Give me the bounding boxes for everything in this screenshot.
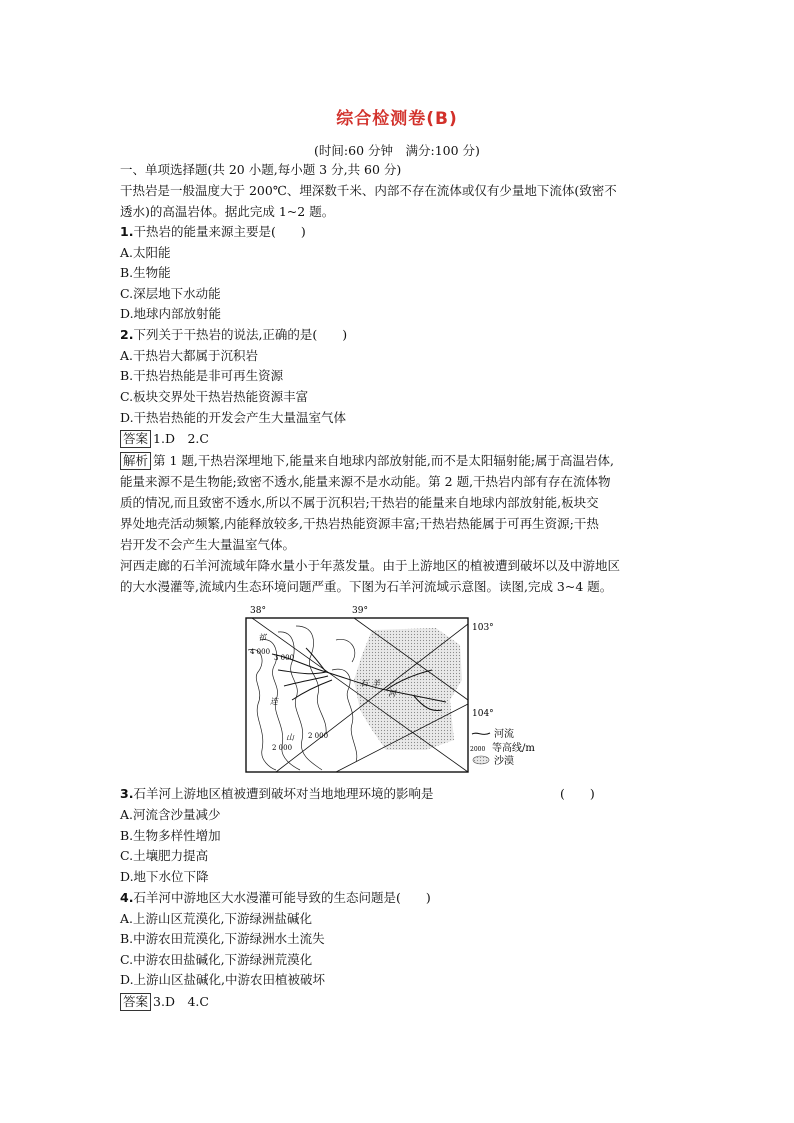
river-legend-icon (472, 733, 490, 734)
question-stem: 石羊河中游地区大水漫灌可能导致的生态问题是( ) (133, 890, 431, 905)
lon-label-38: 38° (250, 606, 266, 616)
place-char-shi: 石 (360, 679, 368, 688)
question-number: 4. (120, 890, 134, 905)
question-2 (120, 325, 347, 345)
contour-label: 2 000 (308, 732, 329, 740)
question-3 (120, 784, 610, 804)
place-char-he: 河 (388, 689, 396, 698)
q3-option-d: D.地下水位下降 (120, 869, 209, 884)
lat-label-104: 104° (472, 709, 494, 719)
intro-1-line1: 干热岩是一般温度大于 200℃、埋深数千米、内部不存在流体或仅有少量地下流体(致密不 (120, 183, 617, 198)
analysis-line-5: 岩开发不会产生大量温室气体。 (120, 537, 296, 552)
contour-label: 3 000 (274, 654, 295, 662)
q4-option-a: A.上游山区荒漠化,下游绿洲盐碱化 (120, 911, 312, 926)
q1-option-d: D.地球内部放射能 (120, 306, 222, 321)
q2-option-c: C.板块交界处干热岩热能资源丰富 (120, 389, 309, 404)
question-number: 3. (120, 786, 134, 801)
map-legend (470, 727, 535, 767)
answer-label: 答案 (120, 993, 151, 1011)
analysis-line-2: 能量来源不是生物能;致密不透水,能量来源不是水动能。第 2 题,干热岩内部有存在流体物 (120, 474, 611, 489)
exam-meta: (时间:60 分钟 满分:100 分) (314, 143, 480, 158)
q3-option-a: A.河流含沙量减少 (120, 807, 221, 822)
question-number: 1. (120, 224, 134, 239)
desert-legend-icon (473, 756, 489, 764)
q1-option-a: A.太阳能 (120, 245, 171, 260)
place-char-shan: 山 (286, 733, 294, 742)
answer-text: 1.D 2.C (153, 431, 209, 446)
answer-label: 答案 (120, 430, 151, 448)
q2-option-d: D.干热岩热能的开发会产生大量温室气体 (120, 410, 347, 425)
contour-label: 2 000 (272, 744, 293, 752)
question-number: 2. (120, 327, 134, 342)
q4-option-c: C.中游农田盐碱化,下游绿洲荒漠化 (120, 952, 313, 967)
intro-2-line2: 的大水漫灌等,流域内生态环境问题严重。下图为石羊河流域示意图。读图,完成 3~4 题。 (120, 579, 613, 594)
q4-option-b: B.中游农田荒漠化,下游绿洲水土流失 (120, 931, 325, 946)
answer-text: 3.D 4.C (153, 994, 209, 1009)
q3-option-b: B.生物多样性增加 (120, 828, 221, 843)
question-1 (120, 222, 306, 242)
intro-1-line2: 透水)的高温岩体。据此完成 1~2 题。 (120, 204, 335, 219)
place-char-yang: 羊 (372, 679, 380, 688)
lon-label-39: 39° (352, 606, 368, 616)
q2-option-b: B.干热岩热能是非可再生资源 (120, 368, 284, 383)
question-stem: 下列关于干热岩的说法,正确的是( ) (133, 327, 348, 342)
analysis-label: 解析 (120, 452, 151, 470)
question-3-paren: ( ) (560, 786, 595, 801)
analysis-line-1 (120, 451, 614, 471)
q1-option-b: B.生物能 (120, 265, 171, 280)
q1-option-c: C.深层地下水动能 (120, 286, 221, 301)
shiyang-river-basin-map (236, 600, 546, 775)
q3-option-c: C.土壤肥力提高 (120, 848, 209, 863)
q4-option-d: D.上游山区盐碱化,中游农田植被破坏 (120, 972, 326, 987)
analysis-line-3: 质的情况,而且致密不透水,所以不属于沉积岩;干热岩的能量来自地球内部放射能,板块交 (120, 495, 599, 510)
map-frame (246, 618, 468, 772)
legend-river: 河流 (494, 729, 514, 740)
analysis-line-4: 界处地壳活动频繁,内能释放较多,干热岩热能资源丰富;干热岩热能属于可再生资源;干热 (120, 516, 599, 531)
answer-block-1 (120, 429, 209, 449)
question-stem: 干热岩的能量来源主要是( ) (133, 224, 306, 239)
lat-label-103: 103° (472, 623, 494, 633)
question-stem: 石羊河上游地区植被遭到破坏对当地地理环境的影响是 (133, 786, 434, 801)
legend-desert: 沙漠 (494, 756, 514, 767)
question-4 (120, 888, 431, 908)
answer-block-2 (120, 992, 209, 1012)
place-char-qi: 祁 (258, 633, 266, 642)
intro-2-line1: 河西走廊的石羊河流域年降水量小于年蒸发量。由于上游地区的植被遭到破坏以及中游地区 (120, 558, 621, 573)
q2-option-a: A.干热岩大都属于沉积岩 (120, 348, 259, 363)
section-heading: 一、单项选择题(共 20 小题,每小题 3 分,共 60 分) (120, 162, 402, 177)
place-char-lian: 连 (270, 697, 278, 706)
page-title: 综合检测卷(B) (336, 109, 458, 129)
legend-contour: 等高线/m (492, 743, 535, 754)
legend-contour-value: 2000 (470, 746, 486, 753)
contour-label: 4 000 (250, 648, 271, 656)
analysis-text: 第 1 题,干热岩深埋地下,能量来自地球内部放射能,而不是太阳辐射能;属于高温岩体, (153, 453, 615, 468)
